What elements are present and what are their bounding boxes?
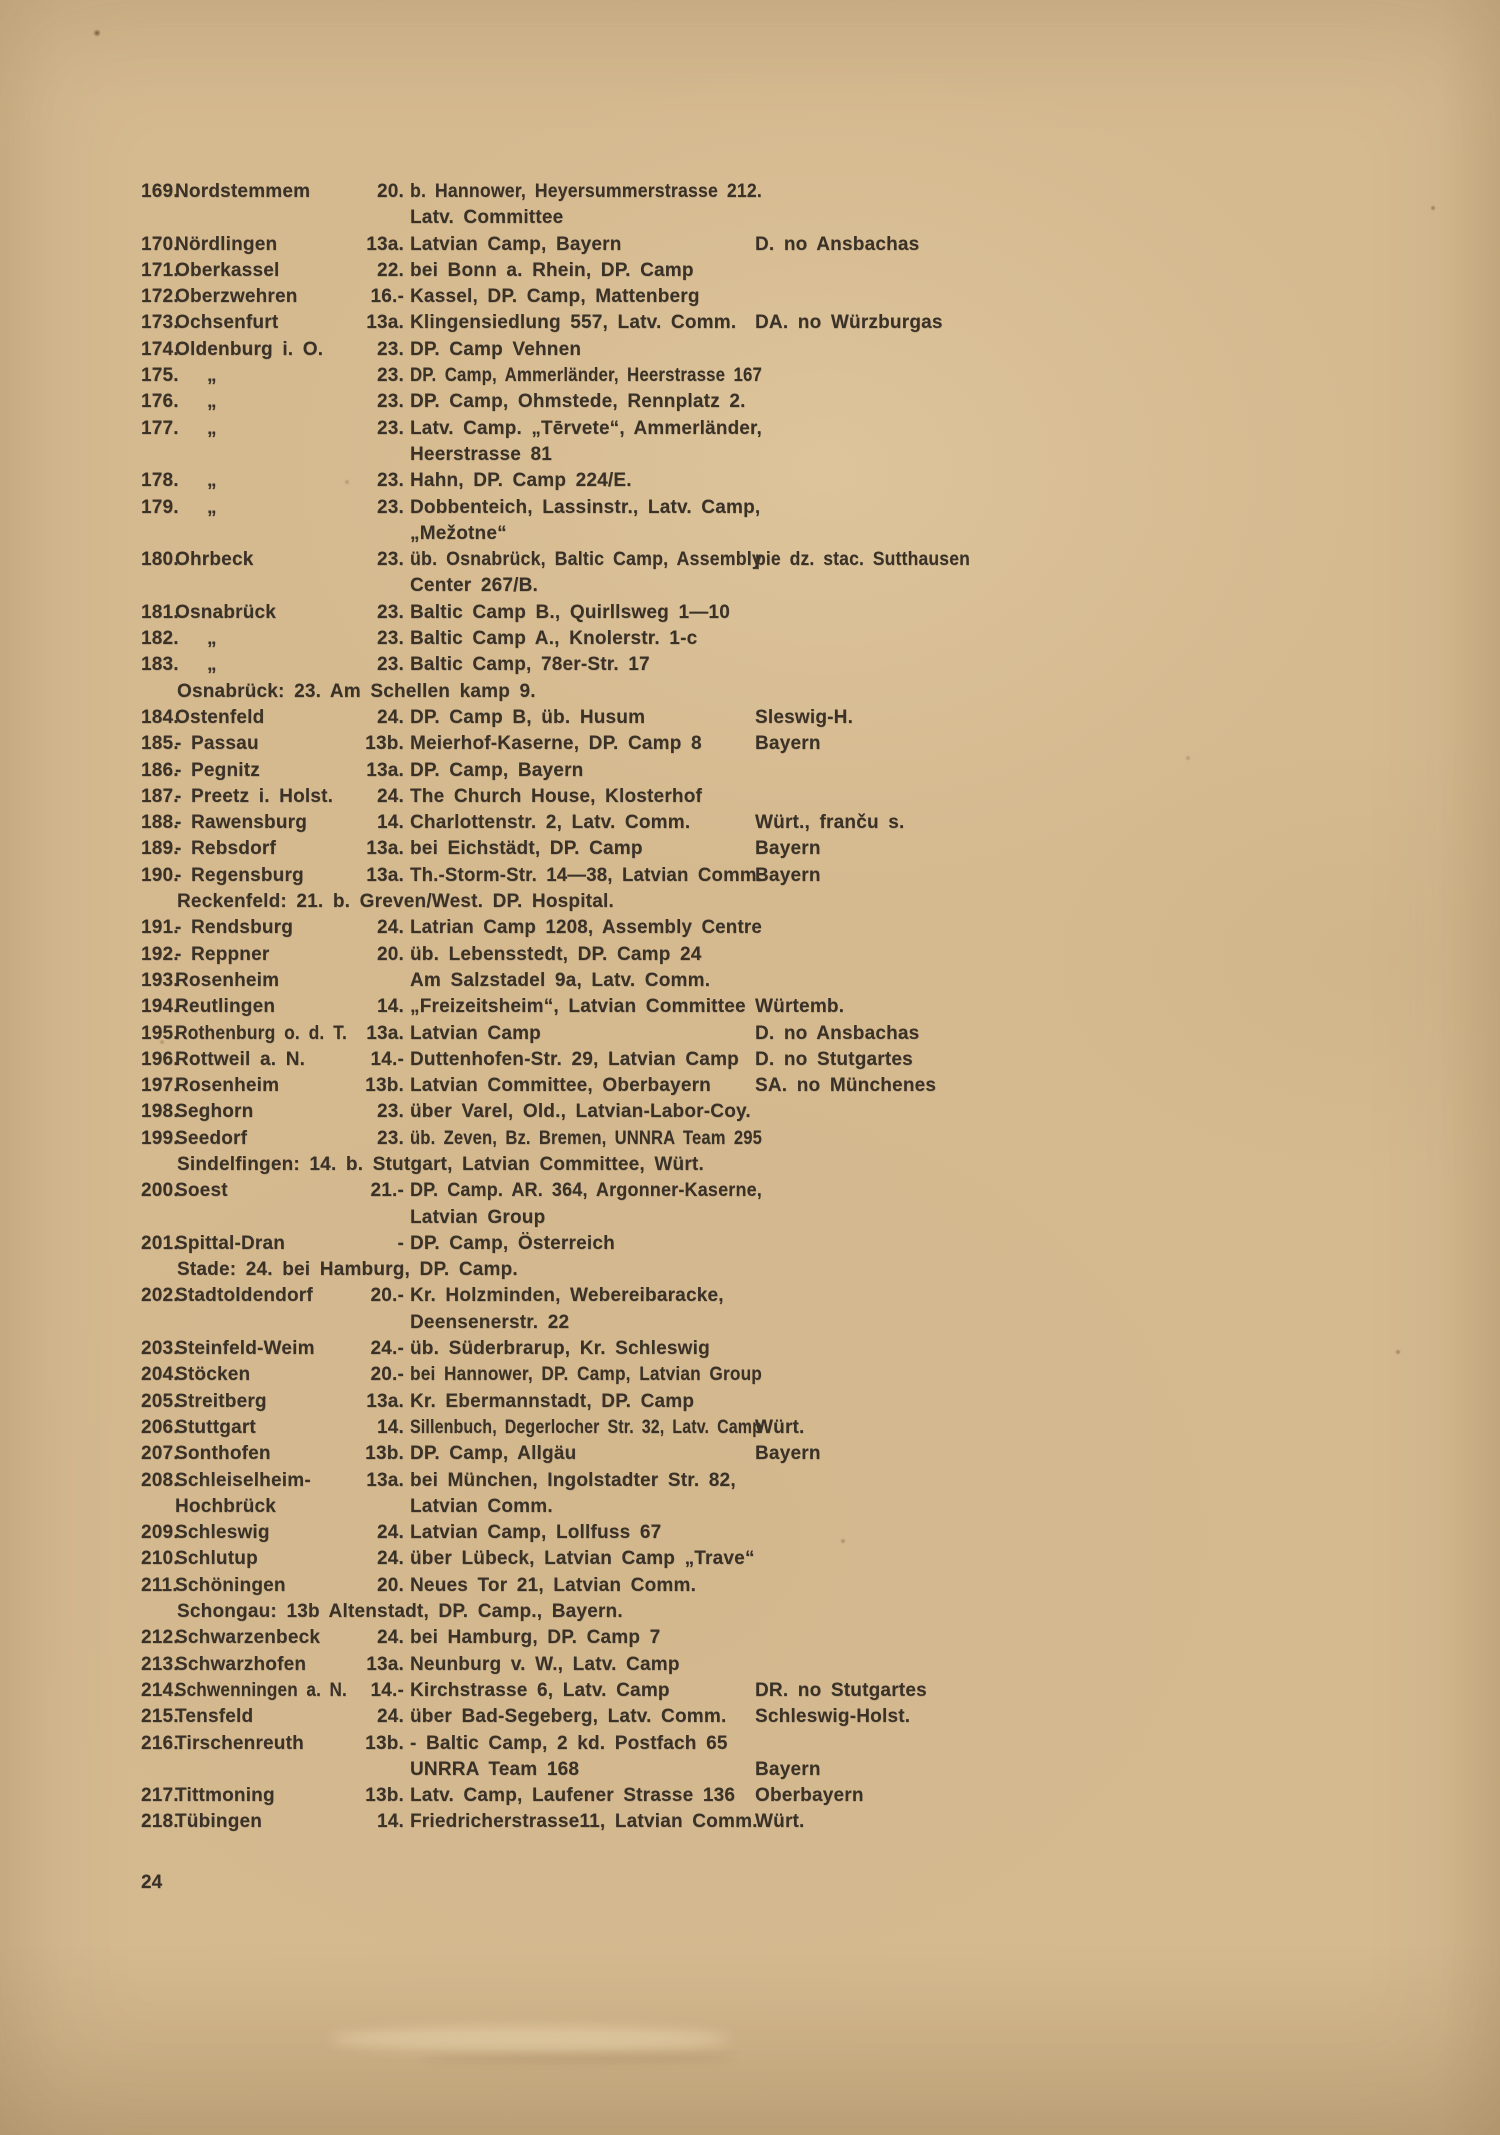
entry-number: 191.	[141, 917, 179, 939]
camp-detail: Latvian Camp, Lollfuss 67	[410, 1522, 662, 1544]
place-name: - Regensburg	[175, 864, 304, 886]
place-name: Oberzwehren	[175, 286, 298, 308]
entry-number: 212.	[141, 1627, 179, 1649]
list-row	[0, 1704, 1500, 1730]
inline-note: Schongau: 13b Altenstadt, DP. Camp., Bayern.	[177, 1601, 623, 1623]
place-name: Oberkassel	[175, 259, 280, 281]
entry-number: 195.	[141, 1022, 179, 1044]
place-name: - Rawensburg	[175, 812, 308, 834]
zone-code: 23.	[376, 496, 404, 518]
list-row	[0, 1310, 1500, 1336]
region-note: D. no Ansbachas	[755, 233, 920, 255]
list-row	[0, 1415, 1500, 1441]
place-name: Soest	[175, 1180, 228, 1202]
list-row	[0, 1625, 1500, 1651]
zone-code: 21.-	[370, 1180, 404, 1202]
zone-code: 23.	[376, 654, 404, 676]
camp-detail: Latv. Camp, Laufener Strasse 136	[410, 1785, 736, 1807]
list-row	[0, 521, 1500, 547]
zone-code: 13b.	[365, 733, 404, 755]
entry-number: 181.	[141, 601, 179, 623]
region-note: Würtemb.	[755, 996, 845, 1018]
camp-detail: Center 267/B.	[410, 575, 539, 597]
zone-code: 24.	[376, 1627, 404, 1649]
place-name: Tensfeld	[175, 1706, 254, 1728]
entry-number: 182.	[141, 628, 179, 650]
camp-detail: Latv. Camp. „Tērvete“, Ammerländer,	[410, 417, 762, 439]
entry-number: 185.	[141, 733, 179, 755]
region-note: pie dz. stac. Sutthausen	[755, 549, 970, 571]
list-row	[0, 1152, 1500, 1178]
place-name: Rottweil a. N.	[175, 1048, 306, 1070]
entry-number: 188.	[141, 812, 179, 834]
region-note: Würt.	[755, 1811, 805, 1833]
zone-code: 24.	[376, 1548, 404, 1570]
list-row	[0, 573, 1500, 599]
entry-number: 193.	[141, 969, 179, 991]
place-name: „	[207, 365, 217, 387]
list-row	[0, 337, 1500, 363]
camp-detail: über Varel, Old., Latvian-Labor-Coy.	[410, 1101, 751, 1123]
region-note: DR. no Stutgartes	[755, 1679, 927, 1701]
list-row	[0, 389, 1500, 415]
camp-list	[0, 179, 1500, 1836]
place-name: Tittmoning	[175, 1785, 275, 1807]
zone-code: 24.	[376, 1522, 404, 1544]
zone-code: 22.	[376, 259, 404, 281]
camp-detail: Duttenhofen-Str. 29, Latvian Camp	[410, 1048, 739, 1070]
camp-detail: The Church House, Klosterhof	[410, 785, 703, 807]
place-name: „	[207, 628, 217, 650]
camp-detail: über Bad-Segeberg, Latv. Comm.	[410, 1706, 727, 1728]
camp-detail: bei Bonn a. Rhein, DP. Camp	[410, 259, 694, 281]
zone-code: 13b.	[365, 1785, 404, 1807]
camp-detail: Latvian Group	[410, 1206, 546, 1228]
camp-detail: Latvian Camp	[410, 1022, 541, 1044]
list-row	[0, 1441, 1500, 1467]
place-name: - Pegnitz	[175, 759, 260, 781]
place-name: Schleiselheim-	[175, 1469, 311, 1491]
entry-number: 171.	[141, 259, 179, 281]
place-name: Stuttgart	[175, 1416, 256, 1438]
place-name: Tirschenreuth	[175, 1732, 304, 1754]
zone-code: 13a.	[366, 1390, 404, 1412]
entry-number: 198.	[141, 1101, 179, 1123]
camp-detail: bei München, Ingolstadter Str. 82,	[410, 1469, 736, 1491]
list-row	[0, 1757, 1500, 1783]
zone-code: 23.	[376, 628, 404, 650]
zone-code: 13a.	[366, 1469, 404, 1491]
entry-number: 199.	[141, 1127, 179, 1149]
list-row	[0, 1573, 1500, 1599]
place-name: Reutlingen	[175, 996, 276, 1018]
place-name: - Rebsdorf	[175, 838, 276, 860]
zone-code: 13a.	[366, 759, 404, 781]
region-note: SA. no Münchenes	[755, 1075, 937, 1097]
list-row	[0, 994, 1500, 1020]
list-row	[0, 1783, 1500, 1809]
place-name: Steinfeld-Weim	[175, 1338, 315, 1360]
zone-code: 20.	[376, 943, 404, 965]
list-row	[0, 1047, 1500, 1073]
zone-code: 14.	[376, 812, 404, 834]
region-note: D. no Stutgartes	[755, 1048, 913, 1070]
region-note: Bayern	[755, 1443, 821, 1465]
camp-detail: DP. Camp, Ammerländer, Heerstrasse 167	[410, 365, 762, 387]
list-row	[0, 731, 1500, 757]
list-row	[0, 1231, 1500, 1257]
place-name: „	[207, 654, 217, 676]
list-row	[0, 468, 1500, 494]
camp-detail: Kr. Holzminden, Webereibaracke,	[410, 1285, 724, 1307]
camp-detail: DP. Camp, Allgäu	[410, 1443, 577, 1465]
zone-code: 13a.	[366, 838, 404, 860]
zone-code: 23.	[376, 1127, 404, 1149]
entry-number: 172.	[141, 286, 179, 308]
place-name: Sonthofen	[175, 1443, 271, 1465]
camp-detail: Am Salzstadel 9a, Latv. Comm.	[410, 969, 711, 991]
entry-number: 214.	[141, 1679, 179, 1701]
camp-detail: Latv. Committee	[410, 207, 564, 229]
place-name: Ostenfeld	[175, 706, 265, 728]
camp-detail: üb. Zeven, Bz. Bremen, UNNRA Team 295	[410, 1127, 762, 1149]
entry-number: 217.	[141, 1785, 179, 1807]
camp-detail: Latvian Camp, Bayern	[410, 233, 622, 255]
place-name: Rosenheim	[175, 969, 280, 991]
region-note: Bayern	[755, 864, 821, 886]
camp-detail: Heerstrasse 81	[410, 443, 553, 465]
place-name: Stöcken	[175, 1364, 251, 1386]
list-row	[0, 679, 1500, 705]
entry-number: 197.	[141, 1075, 179, 1097]
place-name: Tübingen	[175, 1811, 263, 1833]
entry-number: 201.	[141, 1232, 179, 1254]
entry-number: 200.	[141, 1180, 179, 1202]
zone-code: 14.-	[370, 1679, 404, 1701]
camp-detail: Klingensiedlung 557, Latv. Comm.	[410, 312, 737, 334]
list-row	[0, 1021, 1500, 1047]
camp-detail: Charlottenstr. 2, Latv. Comm.	[410, 812, 691, 834]
list-row	[0, 179, 1500, 205]
place-name: Oldenburg i. O.	[175, 338, 324, 360]
entry-number: 207.	[141, 1443, 179, 1465]
entry-number: 203.	[141, 1338, 179, 1360]
entry-number: 175.	[141, 365, 179, 387]
zone-code: 23.	[376, 1101, 404, 1123]
camp-detail: b. Hannower, Heyersummerstrasse 212.	[410, 181, 762, 202]
list-row	[0, 784, 1500, 810]
list-row	[0, 1073, 1500, 1099]
place-name: „	[207, 417, 217, 439]
camp-detail: Neunburg v. W., Latv. Camp	[410, 1653, 680, 1675]
entry-number: 173.	[141, 312, 179, 334]
camp-detail: Latrian Camp 1208, Assembly Centre	[410, 917, 762, 939]
region-note: Oberbayern	[755, 1785, 864, 1807]
list-row	[0, 547, 1500, 573]
zone-code: 24.	[376, 706, 404, 728]
list-row	[0, 1099, 1500, 1125]
place-name: Osnabrück	[175, 601, 277, 623]
zone-code: 24.	[376, 785, 404, 807]
zone-code: -	[397, 1232, 404, 1254]
zone-code: 14.-	[370, 1048, 404, 1070]
entry-number: 205.	[141, 1390, 179, 1412]
place-name: Nördlingen	[175, 233, 278, 255]
list-row	[0, 1336, 1500, 1362]
zone-code: 23.	[376, 338, 404, 360]
zone-code: 13b.	[365, 1075, 404, 1097]
list-row	[0, 363, 1500, 389]
camp-detail: - Baltic Camp, 2 kd. Postfach 65	[410, 1732, 728, 1754]
list-row	[0, 284, 1500, 310]
zone-code: 13a.	[366, 864, 404, 886]
list-row	[0, 1678, 1500, 1704]
region-note: Bayern	[755, 1758, 821, 1780]
zone-code: 24.-	[370, 1338, 404, 1360]
list-row	[0, 1205, 1500, 1231]
camp-detail: „Mežotne“	[410, 522, 507, 544]
entry-number: 187.	[141, 785, 179, 807]
zone-code: 13b.	[365, 1443, 404, 1465]
place-name: Hochbrück	[175, 1495, 277, 1517]
entry-number: 180.	[141, 549, 179, 571]
place-name: Streitberg	[175, 1390, 267, 1412]
list-row	[0, 968, 1500, 994]
region-note: Schleswig-Holst.	[755, 1706, 911, 1728]
entry-number: 174.	[141, 338, 179, 360]
list-row	[0, 1731, 1500, 1757]
camp-detail: Th.-Storm-Str. 14—38, Latvian Comm.	[410, 864, 762, 886]
place-name: Rosenheim	[175, 1075, 280, 1097]
entry-number: 184.	[141, 706, 179, 728]
entry-number: 186.	[141, 759, 179, 781]
zone-code: 13a.	[366, 1653, 404, 1675]
list-row	[0, 915, 1500, 941]
zone-code: 20.	[376, 181, 404, 202]
entry-number: 194.	[141, 996, 179, 1018]
zone-code: 16.-	[370, 286, 404, 308]
list-row	[0, 1520, 1500, 1546]
inline-note: Reckenfeld: 21. b. Greven/West. DP. Hospital.	[177, 891, 614, 913]
entry-number: 206.	[141, 1416, 179, 1438]
inline-note: Sindelfingen: 14. b. Stutgart, Latvian Committee, Würt.	[177, 1153, 704, 1175]
list-row	[0, 1546, 1500, 1572]
entry-number: 213.	[141, 1653, 179, 1675]
place-name: „	[207, 391, 217, 413]
entry-number: 177.	[141, 417, 179, 439]
camp-detail: bei Eichstädt, DP. Camp	[410, 838, 643, 860]
camp-detail: Hahn, DP. Camp 224/E.	[410, 470, 632, 492]
page-number: 24	[141, 1872, 163, 1893]
zone-code: 23.	[376, 601, 404, 623]
list-row	[0, 810, 1500, 836]
entry-number: 210.	[141, 1548, 179, 1570]
inline-note: Osnabrück: 23. Am Schellen kamp 9.	[177, 680, 536, 702]
region-note: D. no Ansbachas	[755, 1022, 920, 1044]
list-row	[0, 1494, 1500, 1520]
list-row	[0, 1362, 1500, 1388]
list-row	[0, 758, 1500, 784]
entry-number: 176.	[141, 391, 179, 413]
zone-code: 23.	[376, 470, 404, 492]
place-name: Schöningen	[175, 1574, 286, 1596]
zone-code: 13a.	[366, 233, 404, 255]
zone-code: 20.	[376, 1574, 404, 1596]
camp-detail: Latvian Committee, Oberbayern	[410, 1075, 711, 1097]
list-row	[0, 1126, 1500, 1152]
camp-detail: Meierhof-Kaserne, DP. Camp 8	[410, 733, 702, 755]
camp-detail: über Lübeck, Latvian Camp „Trave“	[410, 1548, 755, 1570]
entry-number: 202.	[141, 1285, 179, 1307]
list-row	[0, 863, 1500, 889]
camp-detail: Deensenerstr. 22	[410, 1311, 570, 1333]
list-row	[0, 310, 1500, 336]
place-name: - Reppner	[175, 943, 270, 965]
place-name: Schwarzhofen	[175, 1653, 307, 1675]
list-row	[0, 600, 1500, 626]
paper-smudge	[330, 2026, 730, 2052]
list-row	[0, 205, 1500, 231]
list-row	[0, 705, 1500, 731]
place-name: Stadtoldendorf	[175, 1285, 313, 1307]
camp-detail: DP. Camp Vehnen	[410, 338, 582, 360]
entry-number: 208.	[141, 1469, 179, 1491]
camp-detail: Baltic Camp, 78er-Str. 17	[410, 654, 650, 676]
place-name: Spittal-Dran	[175, 1232, 286, 1254]
camp-detail: DP. Camp, Ohmstede, Rennplatz 2.	[410, 391, 746, 413]
camp-detail: Kassel, DP. Camp, Mattenberg	[410, 286, 700, 308]
zone-code: 14.	[376, 1811, 404, 1833]
paper-smudge	[425, 2054, 735, 2063]
entry-number: 192.	[141, 943, 179, 965]
camp-detail: Sillenbuch, Degerlocher Str. 32, Latv. Camp	[410, 1416, 762, 1438]
entry-number: 215.	[141, 1706, 179, 1728]
place-name: - Preetz i. Holst.	[175, 785, 334, 807]
entry-number: 183.	[141, 654, 179, 676]
region-note: Würt., franču s.	[755, 812, 905, 834]
camp-detail: Dobbenteich, Lassinstr., Latv. Camp,	[410, 496, 761, 518]
list-row	[0, 495, 1500, 521]
inline-note: Stade: 24. bei Hamburg, DP. Camp.	[177, 1259, 518, 1281]
list-row	[0, 1809, 1500, 1835]
list-row	[0, 836, 1500, 862]
list-row	[0, 1389, 1500, 1415]
place-name: Ohrbeck	[175, 549, 254, 571]
camp-detail: bei Hannower, DP. Camp, Latvian Group	[410, 1364, 762, 1386]
region-note: DA. no Würzburgas	[755, 312, 943, 334]
entry-number: 218.	[141, 1811, 179, 1833]
place-name: Schwarzenbeck	[175, 1627, 321, 1649]
entry-number: 170.	[141, 233, 179, 255]
zone-code: 24.	[376, 917, 404, 939]
camp-detail: DP. Camp. AR. 364, Argonner-Kaserne,	[410, 1180, 762, 1202]
camp-detail: Baltic Camp A., Knolerstr. 1-c	[410, 628, 698, 650]
place-name: - Rendsburg	[175, 917, 294, 939]
place-name: Nordstemmem	[175, 181, 311, 202]
list-row	[0, 232, 1500, 258]
entry-number: 189.	[141, 838, 179, 860]
zone-code: 24.	[376, 1706, 404, 1728]
camp-detail: DP. Camp, Bayern	[410, 759, 584, 781]
list-row	[0, 416, 1500, 442]
region-note: Würt.	[755, 1416, 805, 1438]
place-name: Rothenburg o. d. T.	[175, 1022, 347, 1044]
camp-detail: Friedricherstrasse11, Latvian Comm.	[410, 1811, 758, 1833]
camp-detail: Baltic Camp B., Quirllsweg 1—10	[410, 601, 730, 623]
entry-number: 169.	[141, 181, 179, 202]
list-row	[0, 1652, 1500, 1678]
list-row	[0, 652, 1500, 678]
place-name: Ochsenfurt	[175, 312, 279, 334]
entry-number: 178.	[141, 470, 179, 492]
entry-number: 211.	[141, 1574, 178, 1596]
zone-code: 20.-	[370, 1364, 404, 1386]
place-name: „	[207, 470, 217, 492]
region-note: Bayern	[755, 838, 821, 860]
camp-detail: üb. Osnabrück, Baltic Camp, Assembly	[410, 549, 762, 571]
list-row	[0, 258, 1500, 284]
list-row	[0, 1599, 1500, 1625]
camp-detail: üb. Lebensstedt, DP. Camp 24	[410, 943, 702, 965]
place-name: Schlutup	[175, 1548, 258, 1570]
camp-detail: bei Hamburg, DP. Camp 7	[410, 1627, 661, 1649]
entry-number: 196.	[141, 1048, 179, 1070]
camp-detail: Neues Tor 21, Latvian Comm.	[410, 1574, 697, 1596]
region-note: Bayern	[755, 733, 821, 755]
zone-code: 14.	[376, 996, 404, 1018]
camp-detail: DP. Camp B, üb. Husum	[410, 706, 646, 728]
place-name: Schwenningen a. N.	[175, 1679, 347, 1701]
place-name: Schleswig	[175, 1522, 270, 1544]
zone-code: 23.	[376, 391, 404, 413]
entry-number: 190.	[141, 864, 179, 886]
region-note: Sleswig-H.	[755, 706, 854, 728]
zone-code: 13b.	[365, 1732, 404, 1754]
camp-detail: Kirchstrasse 6, Latv. Camp	[410, 1679, 670, 1701]
list-row	[0, 1468, 1500, 1494]
list-row	[0, 1257, 1500, 1283]
zone-code: 14.	[376, 1416, 404, 1438]
zone-code: 23.	[376, 417, 404, 439]
zone-code: 20.-	[370, 1285, 404, 1307]
entry-number: 179.	[141, 496, 179, 518]
list-row	[0, 942, 1500, 968]
zone-code: 23.	[376, 549, 404, 571]
entry-number: 209.	[141, 1522, 179, 1544]
list-row	[0, 889, 1500, 915]
list-row	[0, 442, 1500, 468]
place-name: - Passau	[175, 733, 259, 755]
list-row	[0, 1283, 1500, 1309]
place-name: Seedorf	[175, 1127, 248, 1149]
list-row	[0, 626, 1500, 652]
camp-detail: „Freizeitsheim“, Latvian Committee	[410, 996, 746, 1018]
place-name: „	[207, 496, 217, 518]
camp-detail: DP. Camp, Österreich	[410, 1232, 615, 1254]
zone-code: 13a.	[366, 312, 404, 334]
camp-detail: Kr. Ebermannstadt, DP. Camp	[410, 1390, 695, 1412]
zone-code: 23.	[376, 365, 404, 387]
entry-number: 204.	[141, 1364, 179, 1386]
camp-detail: üb. Süderbrarup, Kr. Schleswig	[410, 1338, 710, 1360]
camp-detail: Latvian Comm.	[410, 1495, 553, 1517]
place-name: Seghorn	[175, 1101, 254, 1123]
camp-detail: UNRRA Team 168	[410, 1758, 580, 1780]
entry-number: 216.	[141, 1732, 179, 1754]
zone-code: 13a.	[366, 1022, 404, 1044]
list-row	[0, 1178, 1500, 1204]
